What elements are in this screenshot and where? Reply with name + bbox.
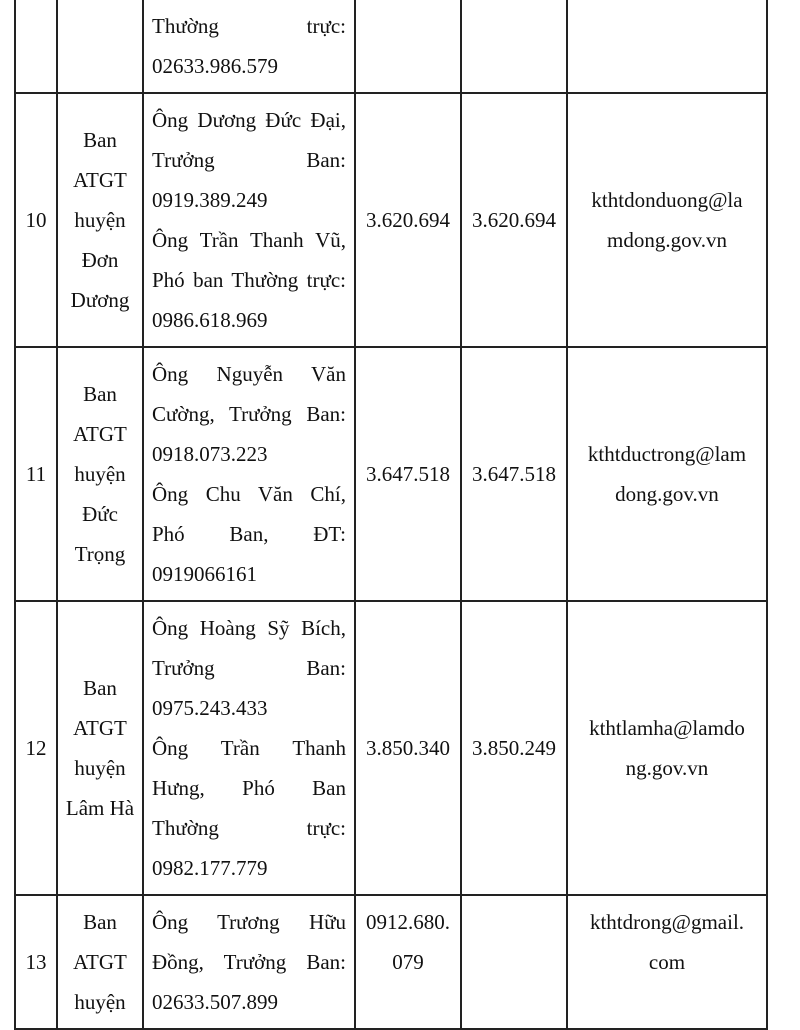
- email-address: [568, 434, 766, 514]
- unit-name-line: Lâm Hà: [65, 796, 135, 820]
- phone-number-line: 0912.680.: [366, 910, 450, 934]
- unit-name-line: huyện: [74, 208, 126, 232]
- contact-line: Trưởng Ban:: [152, 148, 346, 172]
- contact-line: Thường trực:: [152, 816, 346, 840]
- contact-line: Ông Trương Hữu: [152, 910, 346, 934]
- email-line: com: [648, 950, 686, 974]
- phone-number-line: 3.620.694: [472, 208, 556, 232]
- contact-line: Phó ban Thường trực:: [152, 268, 346, 292]
- phone-number-line: 079: [392, 950, 424, 974]
- unit-name-line: huyện: [74, 462, 126, 486]
- phone-number-cell: [461, 601, 567, 895]
- phone-number: [356, 454, 460, 494]
- contact-info-cell: [143, 601, 355, 895]
- row-number: [15, 0, 57, 93]
- unit-name-line: Ban: [83, 676, 117, 700]
- contact-line: 02633.507.899: [152, 990, 278, 1014]
- phone-number-cell: [461, 347, 567, 601]
- contact-line: Ông Hoàng Sỹ Bích,: [152, 616, 346, 640]
- contact-line: Ông Trần Thanh: [152, 736, 346, 760]
- contact-line: Ông Nguyễn Văn: [152, 362, 346, 386]
- email-address: [568, 180, 766, 260]
- contact-line: Ông Dương Đức Đại,: [152, 108, 346, 132]
- contact-line: Thường trực:: [152, 14, 346, 38]
- table-body: [15, 0, 767, 1029]
- unit-name-cell: [57, 347, 143, 601]
- unit-name-line: huyện: [74, 756, 126, 780]
- email-cell: [567, 93, 767, 347]
- email-line: kthtlamha@lamdo: [589, 716, 745, 740]
- email-cell: [567, 0, 767, 93]
- phone-number-cell: [461, 895, 567, 1029]
- phone-number-line: 3.647.518: [366, 462, 450, 486]
- email-address: [568, 902, 766, 982]
- phone-number-cell: [355, 895, 461, 1029]
- contact-line: 0982.177.779: [152, 856, 268, 880]
- unit-name-line: ATGT: [73, 716, 127, 740]
- phone-number-cell: [355, 93, 461, 347]
- contact-line: 0919066161: [152, 562, 257, 586]
- phone-number-cell: [355, 0, 461, 93]
- unit-name-line: ATGT: [73, 168, 127, 192]
- contact-line: Trưởng Ban:: [152, 656, 346, 680]
- unit-name: [58, 374, 142, 574]
- row-number: 10: [15, 93, 57, 347]
- table-row: [15, 0, 767, 93]
- unit-name-line: Trọng: [74, 542, 126, 566]
- contact-line: Cường, Trưởng Ban:: [152, 402, 346, 426]
- email-line: kthtdrong@gmail.: [589, 910, 745, 934]
- contact-info-cell: [143, 347, 355, 601]
- contact-line: Ông Trần Thanh Vũ,: [152, 228, 346, 252]
- email-line: dong.gov.vn: [615, 482, 719, 506]
- email-cell: [567, 601, 767, 895]
- phone-number-cell: [355, 601, 461, 895]
- contact-line: 0986.618.969: [152, 308, 268, 332]
- contact-line: Ông Chu Văn Chí,: [152, 482, 346, 506]
- unit-name-line: Ban: [83, 382, 117, 406]
- table-row: [15, 895, 767, 1029]
- contact-info-cell: [143, 895, 355, 1029]
- phone-number-cell: [461, 0, 567, 93]
- contact-line: Hưng, Phó Ban: [152, 776, 346, 800]
- unit-name-line: ATGT: [73, 950, 127, 974]
- email-line: ng.gov.vn: [625, 756, 709, 780]
- contact-line: 0918.073.223: [152, 442, 268, 466]
- unit-name: [58, 120, 142, 320]
- contact-table: [14, 0, 768, 1030]
- unit-name: [58, 668, 142, 828]
- phone-number-line: 3.620.694: [366, 208, 450, 232]
- unit-name-line: Ban: [83, 128, 117, 152]
- contact-line: 02633.986.579: [152, 54, 278, 78]
- table-row: [15, 93, 767, 347]
- unit-name-line: Ban: [83, 910, 117, 934]
- contact-info-cell: [143, 0, 355, 93]
- email-cell: [567, 347, 767, 601]
- unit-name-line: Dương: [70, 288, 130, 312]
- unit-name-line: Đơn: [81, 248, 119, 272]
- table-row: [15, 601, 767, 895]
- contact-line: 0975.243.433: [152, 696, 268, 720]
- phone-number-cell: [355, 347, 461, 601]
- phone-number: [462, 454, 566, 494]
- contact-line: 0919.389.249: [152, 188, 268, 212]
- unit-name-cell: [57, 895, 143, 1029]
- table-row: [15, 347, 767, 601]
- unit-name-line: Đức: [82, 502, 118, 526]
- unit-name-cell: [57, 0, 143, 93]
- row-number: 11: [15, 347, 57, 601]
- phone-number: [356, 902, 460, 982]
- email-line: kthtdonduong@la: [591, 188, 743, 212]
- unit-name-cell: [57, 601, 143, 895]
- phone-number-line: 3.850.340: [366, 736, 450, 760]
- phone-number: [356, 200, 460, 240]
- unit-name-line: huyện: [74, 990, 126, 1014]
- contact-line: Đồng, Trưởng Ban:: [152, 950, 346, 974]
- row-number: 13: [15, 895, 57, 1029]
- unit-name: [58, 902, 142, 1022]
- phone-number: [356, 728, 460, 768]
- email-line: kthtductrong@lam: [587, 442, 747, 466]
- unit-name-line: ATGT: [73, 422, 127, 446]
- phone-number-line: 3.647.518: [472, 462, 556, 486]
- phone-number: [462, 728, 566, 768]
- row-number: 12: [15, 601, 57, 895]
- phone-number-cell: [461, 93, 567, 347]
- phone-number: [462, 200, 566, 240]
- contact-line: Phó Ban, ĐT:: [152, 522, 346, 546]
- phone-number-line: 3.850.249: [472, 736, 556, 760]
- email-cell: [567, 895, 767, 1029]
- contact-info-cell: [143, 93, 355, 347]
- email-line: mdong.gov.vn: [607, 228, 727, 252]
- unit-name-cell: [57, 93, 143, 347]
- email-address: [568, 708, 766, 788]
